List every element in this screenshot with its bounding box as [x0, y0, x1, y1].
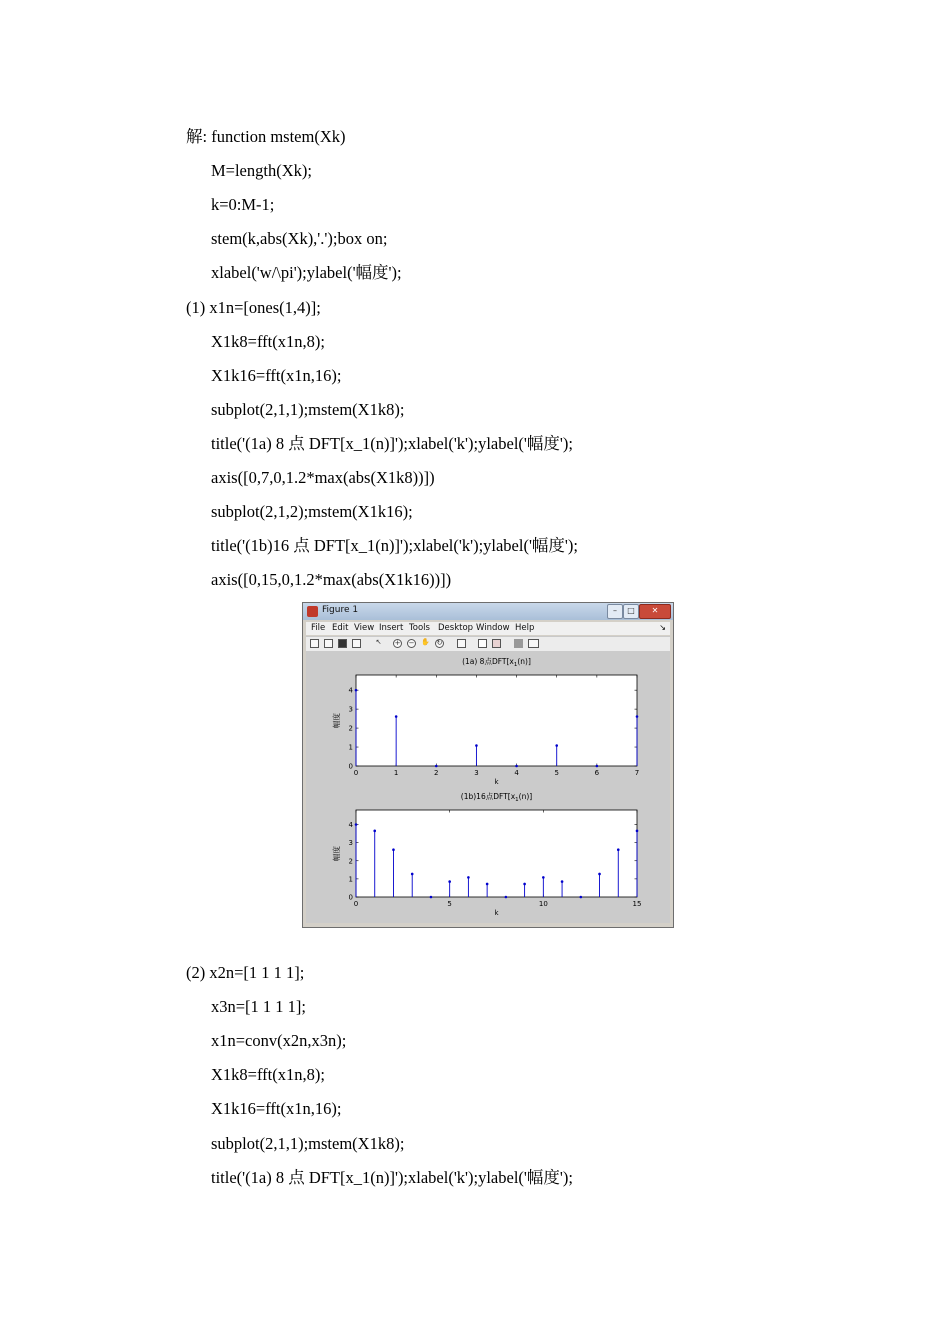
y-tick-label: 1 — [348, 875, 353, 884]
data-cursor-icon[interactable] — [457, 639, 466, 648]
x-tick-label: 0 — [353, 900, 359, 908]
stem-point — [596, 765, 599, 768]
code-line: title('(1a) 8 点 DFT[x_1(n)]');xlabel('k');ylabel('幅度'); — [211, 433, 573, 453]
stem-point — [555, 744, 558, 747]
stem-point — [395, 715, 398, 718]
stem-point — [355, 689, 358, 692]
x-tick-label: 1 — [393, 769, 399, 777]
x-tick-label: 5 — [554, 769, 559, 777]
stem-point — [430, 896, 433, 899]
menu-file[interactable]: File — [311, 623, 326, 633]
code-line: subplot(2,1,1);mstem(X1k8); — [211, 399, 405, 419]
stem-point — [523, 883, 526, 886]
plot-title-main: (1b)16点DFT[x — [460, 792, 516, 801]
x-tick-label: 7 — [634, 769, 640, 777]
plot-title-end: (n)] — [517, 657, 531, 666]
figure-menu-bar — [306, 622, 670, 635]
stem-plots — [306, 651, 670, 923]
minimize-icon[interactable]: – — [607, 604, 623, 619]
x-tick-label: 3 — [474, 769, 479, 777]
plot-title-subscript: 1 — [513, 662, 518, 668]
stem-point — [355, 823, 358, 826]
stem-point — [467, 876, 470, 879]
plot-axes-box — [356, 810, 637, 897]
stem-point — [561, 880, 564, 883]
menu-window[interactable]: Window — [476, 623, 510, 633]
stem-point — [598, 873, 601, 876]
stem-point — [505, 896, 508, 899]
x-tick-label: 5 — [447, 900, 452, 908]
menu-insert[interactable]: Insert — [379, 623, 404, 633]
menu-desktop[interactable]: Desktop — [438, 623, 474, 633]
stem-point — [392, 848, 395, 851]
matlab-logo-icon — [307, 606, 318, 617]
matlab-figure-window — [302, 602, 674, 928]
pan-hand-icon[interactable]: ✋ — [421, 638, 430, 646]
menu-help[interactable]: Help — [515, 623, 535, 633]
code-line: X1k16=fft(x1n,16); — [211, 365, 342, 385]
menu-view[interactable]: View — [354, 623, 375, 633]
stem-point — [580, 896, 583, 899]
code-line: subplot(2,1,2);mstem(X1k16); — [211, 502, 413, 522]
stem-point — [411, 873, 414, 876]
code-line: xlabel('w/\pi');ylabel('幅度'); — [211, 263, 402, 283]
menu-tools[interactable]: Tools — [409, 623, 430, 633]
stem-point — [435, 765, 438, 768]
code-line: M=length(Xk); — [211, 161, 312, 181]
zoom-out-icon[interactable]: − — [408, 639, 415, 647]
x-tick-label: 10 — [538, 900, 548, 908]
code-line: stem(k,abs(Xk),'.');box on; — [211, 229, 388, 249]
plot-axes-box — [356, 675, 637, 766]
code-line: x3n=[1 1 1 1]; — [211, 997, 307, 1017]
close-icon[interactable]: ✕ — [639, 604, 671, 619]
menu-dock-arrow-icon[interactable]: ↘ — [659, 623, 666, 632]
stem-point — [636, 830, 639, 833]
code-line: axis([0,7,0,1.2*max(abs(X1k8))]) — [211, 468, 435, 487]
stem-point — [373, 830, 376, 833]
x-tick-label: 15 — [632, 900, 642, 908]
plot-title — [461, 791, 532, 803]
stem-point — [617, 848, 620, 851]
y-tick-label: 3 — [348, 839, 353, 848]
x-axis-label: k — [494, 909, 499, 917]
x-tick-label: 0 — [353, 769, 359, 777]
code-line: x1n=conv(x2n,x3n); — [211, 1031, 347, 1051]
zoom-in-icon[interactable]: + — [394, 639, 401, 647]
y-tick-label: 2 — [348, 857, 353, 866]
y-tick-label: 4 — [348, 821, 353, 829]
y-tick-label: 4 — [348, 686, 353, 695]
code-line: X1k8=fft(x1n,8); — [211, 331, 325, 351]
y-axis-label: 幅度 — [332, 846, 341, 861]
y-tick-label: 3 — [348, 705, 353, 714]
stem-point — [475, 744, 478, 747]
code-line: X1k8=fft(x1n,8); — [211, 1065, 325, 1085]
y-tick-label: 0 — [348, 893, 353, 902]
stem-point — [448, 880, 451, 883]
stem-point — [542, 876, 545, 879]
maximize-icon[interactable]: □ — [623, 604, 639, 619]
x-axis-label: k — [494, 778, 499, 786]
figure-title-bar — [303, 603, 673, 620]
new-figure-icon[interactable] — [310, 639, 319, 648]
colorbar-icon[interactable] — [478, 639, 487, 648]
code-line: k=0:M-1; — [211, 195, 275, 215]
figure-title: Figure 1 — [322, 605, 359, 615]
save-icon[interactable] — [338, 639, 347, 648]
plot-title-main: (1a) 8点DFT[x — [462, 657, 514, 666]
stem-point — [515, 765, 518, 768]
print-icon[interactable] — [352, 639, 361, 648]
x-tick-label: 2 — [434, 769, 439, 777]
plot-title-end: (n)] — [518, 792, 533, 801]
figure-toolbar — [306, 636, 670, 652]
code-line: axis([0,15,0,1.2*max(abs(X1k16))]) — [211, 570, 452, 590]
y-tick-label: 2 — [348, 724, 353, 733]
code-line: title('(1a) 8 点 DFT[x_1(n)]');xlabel('k');ylabel('幅度'); — [211, 1167, 573, 1187]
rotate-3d-icon[interactable]: ↻ — [436, 639, 443, 647]
code-line: (1) x1n=[ones(1,4)]; — [186, 297, 321, 317]
code-line: title('(1b)16 点 DFT[x_1(n)]');xlabel('k');ylabel('幅度'); — [211, 536, 578, 556]
stem-point — [486, 883, 489, 886]
y-tick-label: 0 — [348, 762, 353, 771]
show-plot-tools-icon[interactable] — [528, 639, 539, 648]
code-line: (2) x2n=[1 1 1 1]; — [186, 963, 305, 982]
plot-title — [462, 656, 531, 668]
x-tick-label: 4 — [514, 769, 519, 777]
code-line: X1k16=fft(x1n,16); — [211, 1099, 342, 1119]
y-tick-label: 1 — [348, 743, 353, 752]
plot-title-subscript: 1 — [515, 797, 519, 803]
menu-edit[interactable]: Edit — [332, 623, 349, 633]
open-file-icon[interactable] — [324, 639, 333, 648]
code-line: subplot(2,1,1);mstem(X1k8); — [211, 1133, 405, 1153]
pointer-arrow-icon[interactable]: ↖ — [375, 638, 382, 646]
hide-plot-tools-icon[interactable] — [514, 639, 523, 648]
y-axis-label: 幅度 — [332, 713, 341, 728]
legend-icon[interactable] — [492, 639, 501, 648]
stem-point — [636, 715, 639, 718]
x-tick-label: 6 — [594, 769, 600, 777]
code-line: 解: function mstem(Xk) — [186, 127, 346, 146]
